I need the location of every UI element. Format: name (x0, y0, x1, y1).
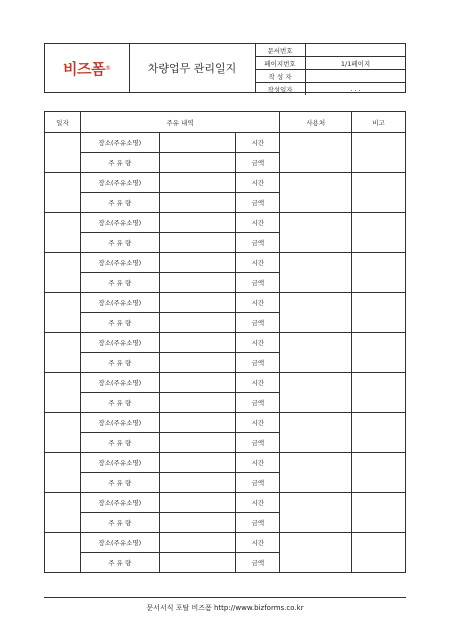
note-cell[interactable] (352, 493, 406, 533)
amount-input[interactable] (159, 553, 236, 573)
date-cell[interactable] (45, 253, 81, 293)
amount-label: 주 유 량 (80, 473, 159, 493)
user-cell[interactable] (280, 293, 352, 333)
amount-label: 주 유 량 (80, 313, 159, 333)
place-label: 장소(주유소명) (80, 453, 159, 473)
place-input[interactable] (159, 293, 236, 313)
place-input[interactable] (159, 413, 236, 433)
amount-input[interactable] (159, 393, 236, 413)
meta-value-author[interactable] (306, 70, 405, 82)
logo (45, 44, 130, 92)
time-label: 시간 (236, 533, 280, 553)
date-cell[interactable] (45, 213, 81, 253)
footer-divider (44, 597, 406, 598)
user-cell[interactable] (280, 253, 352, 293)
logo-mark: ® (104, 64, 111, 72)
table-row (45, 373, 406, 393)
amount-label: 주 유 량 (80, 353, 159, 373)
place-input[interactable] (159, 173, 236, 193)
note-cell[interactable] (352, 173, 406, 213)
place-label: 장소(주유소명) (80, 373, 159, 393)
price-label: 금액 (236, 313, 280, 333)
note-cell[interactable] (352, 253, 406, 293)
note-cell[interactable] (352, 373, 406, 413)
place-input[interactable] (159, 253, 236, 273)
header-date: 일자 (45, 112, 81, 133)
place-label: 장소(주유소명) (80, 413, 159, 433)
date-cell[interactable] (45, 373, 81, 413)
amount-input[interactable] (159, 513, 236, 533)
meta-table (255, 44, 405, 92)
place-label: 장소(주유소명) (80, 333, 159, 353)
user-cell[interactable] (280, 453, 352, 493)
time-label: 시간 (236, 293, 280, 313)
date-cell[interactable] (45, 493, 81, 533)
meta-label-date: 작성일자 (255, 83, 306, 95)
page-title: 차량업무 관리일지 (129, 44, 256, 92)
price-label: 금액 (236, 153, 280, 173)
price-label: 금액 (236, 553, 280, 573)
table-row (45, 333, 406, 353)
amount-label: 주 유 량 (80, 233, 159, 253)
date-cell[interactable] (45, 293, 81, 333)
meta-label-author: 작 성 자 (255, 70, 306, 82)
log-table (44, 111, 406, 573)
user-cell[interactable] (280, 213, 352, 253)
meta-value-doc-no[interactable] (306, 44, 405, 56)
amount-label: 주 유 량 (80, 153, 159, 173)
amount-label: 주 유 량 (80, 273, 159, 293)
time-label: 시간 (236, 373, 280, 393)
time-label: 시간 (236, 453, 280, 473)
place-input[interactable] (159, 533, 236, 553)
user-cell[interactable] (280, 173, 352, 213)
header-user: 사용처 (280, 112, 352, 133)
amount-label: 주 유 량 (80, 513, 159, 533)
price-label: 금액 (236, 193, 280, 213)
amount-input[interactable] (159, 153, 236, 173)
time-label: 시간 (236, 413, 280, 433)
time-label: 시간 (236, 493, 280, 513)
price-label: 금액 (236, 513, 280, 533)
header-details: 주유 내역 (80, 112, 279, 133)
amount-input[interactable] (159, 353, 236, 373)
note-cell[interactable] (352, 413, 406, 453)
note-cell[interactable] (352, 293, 406, 333)
date-cell[interactable] (45, 173, 81, 213)
place-label: 장소(주유소명) (80, 533, 159, 553)
place-label: 장소(주유소명) (80, 213, 159, 233)
log-body (45, 133, 406, 573)
meta-value-page-no: 1/1페이지 (340, 59, 371, 68)
date-cell[interactable] (45, 413, 81, 453)
price-label: 금액 (236, 393, 280, 413)
date-cell[interactable] (45, 133, 81, 173)
amount-input[interactable] (159, 433, 236, 453)
meta-value-date[interactable]: . . . (350, 85, 361, 93)
place-label: 장소(주유소명) (80, 493, 159, 513)
note-cell[interactable] (352, 333, 406, 373)
amount-label: 주 유 량 (80, 553, 159, 573)
place-input[interactable] (159, 213, 236, 233)
date-cell[interactable] (45, 533, 81, 573)
table-row (45, 413, 406, 433)
amount-input[interactable] (159, 473, 236, 493)
place-input[interactable] (159, 373, 236, 393)
header-note: 비고 (352, 112, 406, 133)
time-label: 시간 (236, 173, 280, 193)
time-label: 시간 (236, 133, 280, 153)
amount-label: 주 유 량 (80, 393, 159, 413)
user-cell[interactable] (280, 533, 352, 573)
user-cell[interactable] (280, 373, 352, 413)
place-input[interactable] (159, 453, 236, 473)
table-row (45, 533, 406, 553)
user-cell[interactable] (280, 413, 352, 453)
note-cell[interactable] (352, 453, 406, 493)
note-cell[interactable] (352, 213, 406, 253)
user-cell[interactable] (280, 133, 352, 173)
date-cell[interactable] (45, 453, 81, 493)
table-row (45, 173, 406, 193)
table-row (45, 213, 406, 233)
price-label: 금액 (236, 353, 280, 373)
time-label: 시간 (236, 253, 280, 273)
table-row (45, 493, 406, 513)
logo-text: 비즈폼 (63, 59, 105, 78)
price-label: 금액 (236, 273, 280, 293)
place-input[interactable] (159, 333, 236, 353)
amount-label: 주 유 량 (80, 433, 159, 453)
amount-input[interactable] (159, 193, 236, 213)
date-cell[interactable] (45, 333, 81, 373)
price-label: 금액 (236, 433, 280, 453)
note-cell[interactable] (352, 533, 406, 573)
table-row (45, 253, 406, 273)
note-cell[interactable] (352, 133, 406, 173)
footer-text: 문서서식 포탈 비즈폼 http://www.bizforms.co.kr (146, 604, 304, 612)
table-row (45, 293, 406, 313)
price-label: 금액 (236, 233, 280, 253)
amount-input[interactable] (159, 273, 236, 293)
time-label: 시간 (236, 213, 280, 233)
place-input[interactable] (159, 493, 236, 513)
place-label: 장소(주유소명) (80, 133, 159, 153)
place-label: 장소(주유소명) (80, 293, 159, 313)
amount-input[interactable] (159, 313, 236, 333)
user-cell[interactable] (280, 333, 352, 373)
time-label: 시간 (236, 333, 280, 353)
amount-input[interactable] (159, 233, 236, 253)
place-label: 장소(주유소명) (80, 173, 159, 193)
meta-label-page-no: 페이지번호 (255, 57, 306, 69)
price-label: 금액 (236, 473, 280, 493)
amount-label: 주 유 량 (80, 193, 159, 213)
user-cell[interactable] (280, 493, 352, 533)
document-header (44, 43, 406, 93)
table-row (45, 133, 406, 153)
place-label: 장소(주유소명) (80, 253, 159, 273)
meta-label-doc-no: 문서번호 (255, 44, 306, 56)
place-input[interactable] (159, 133, 236, 153)
table-row (45, 453, 406, 473)
